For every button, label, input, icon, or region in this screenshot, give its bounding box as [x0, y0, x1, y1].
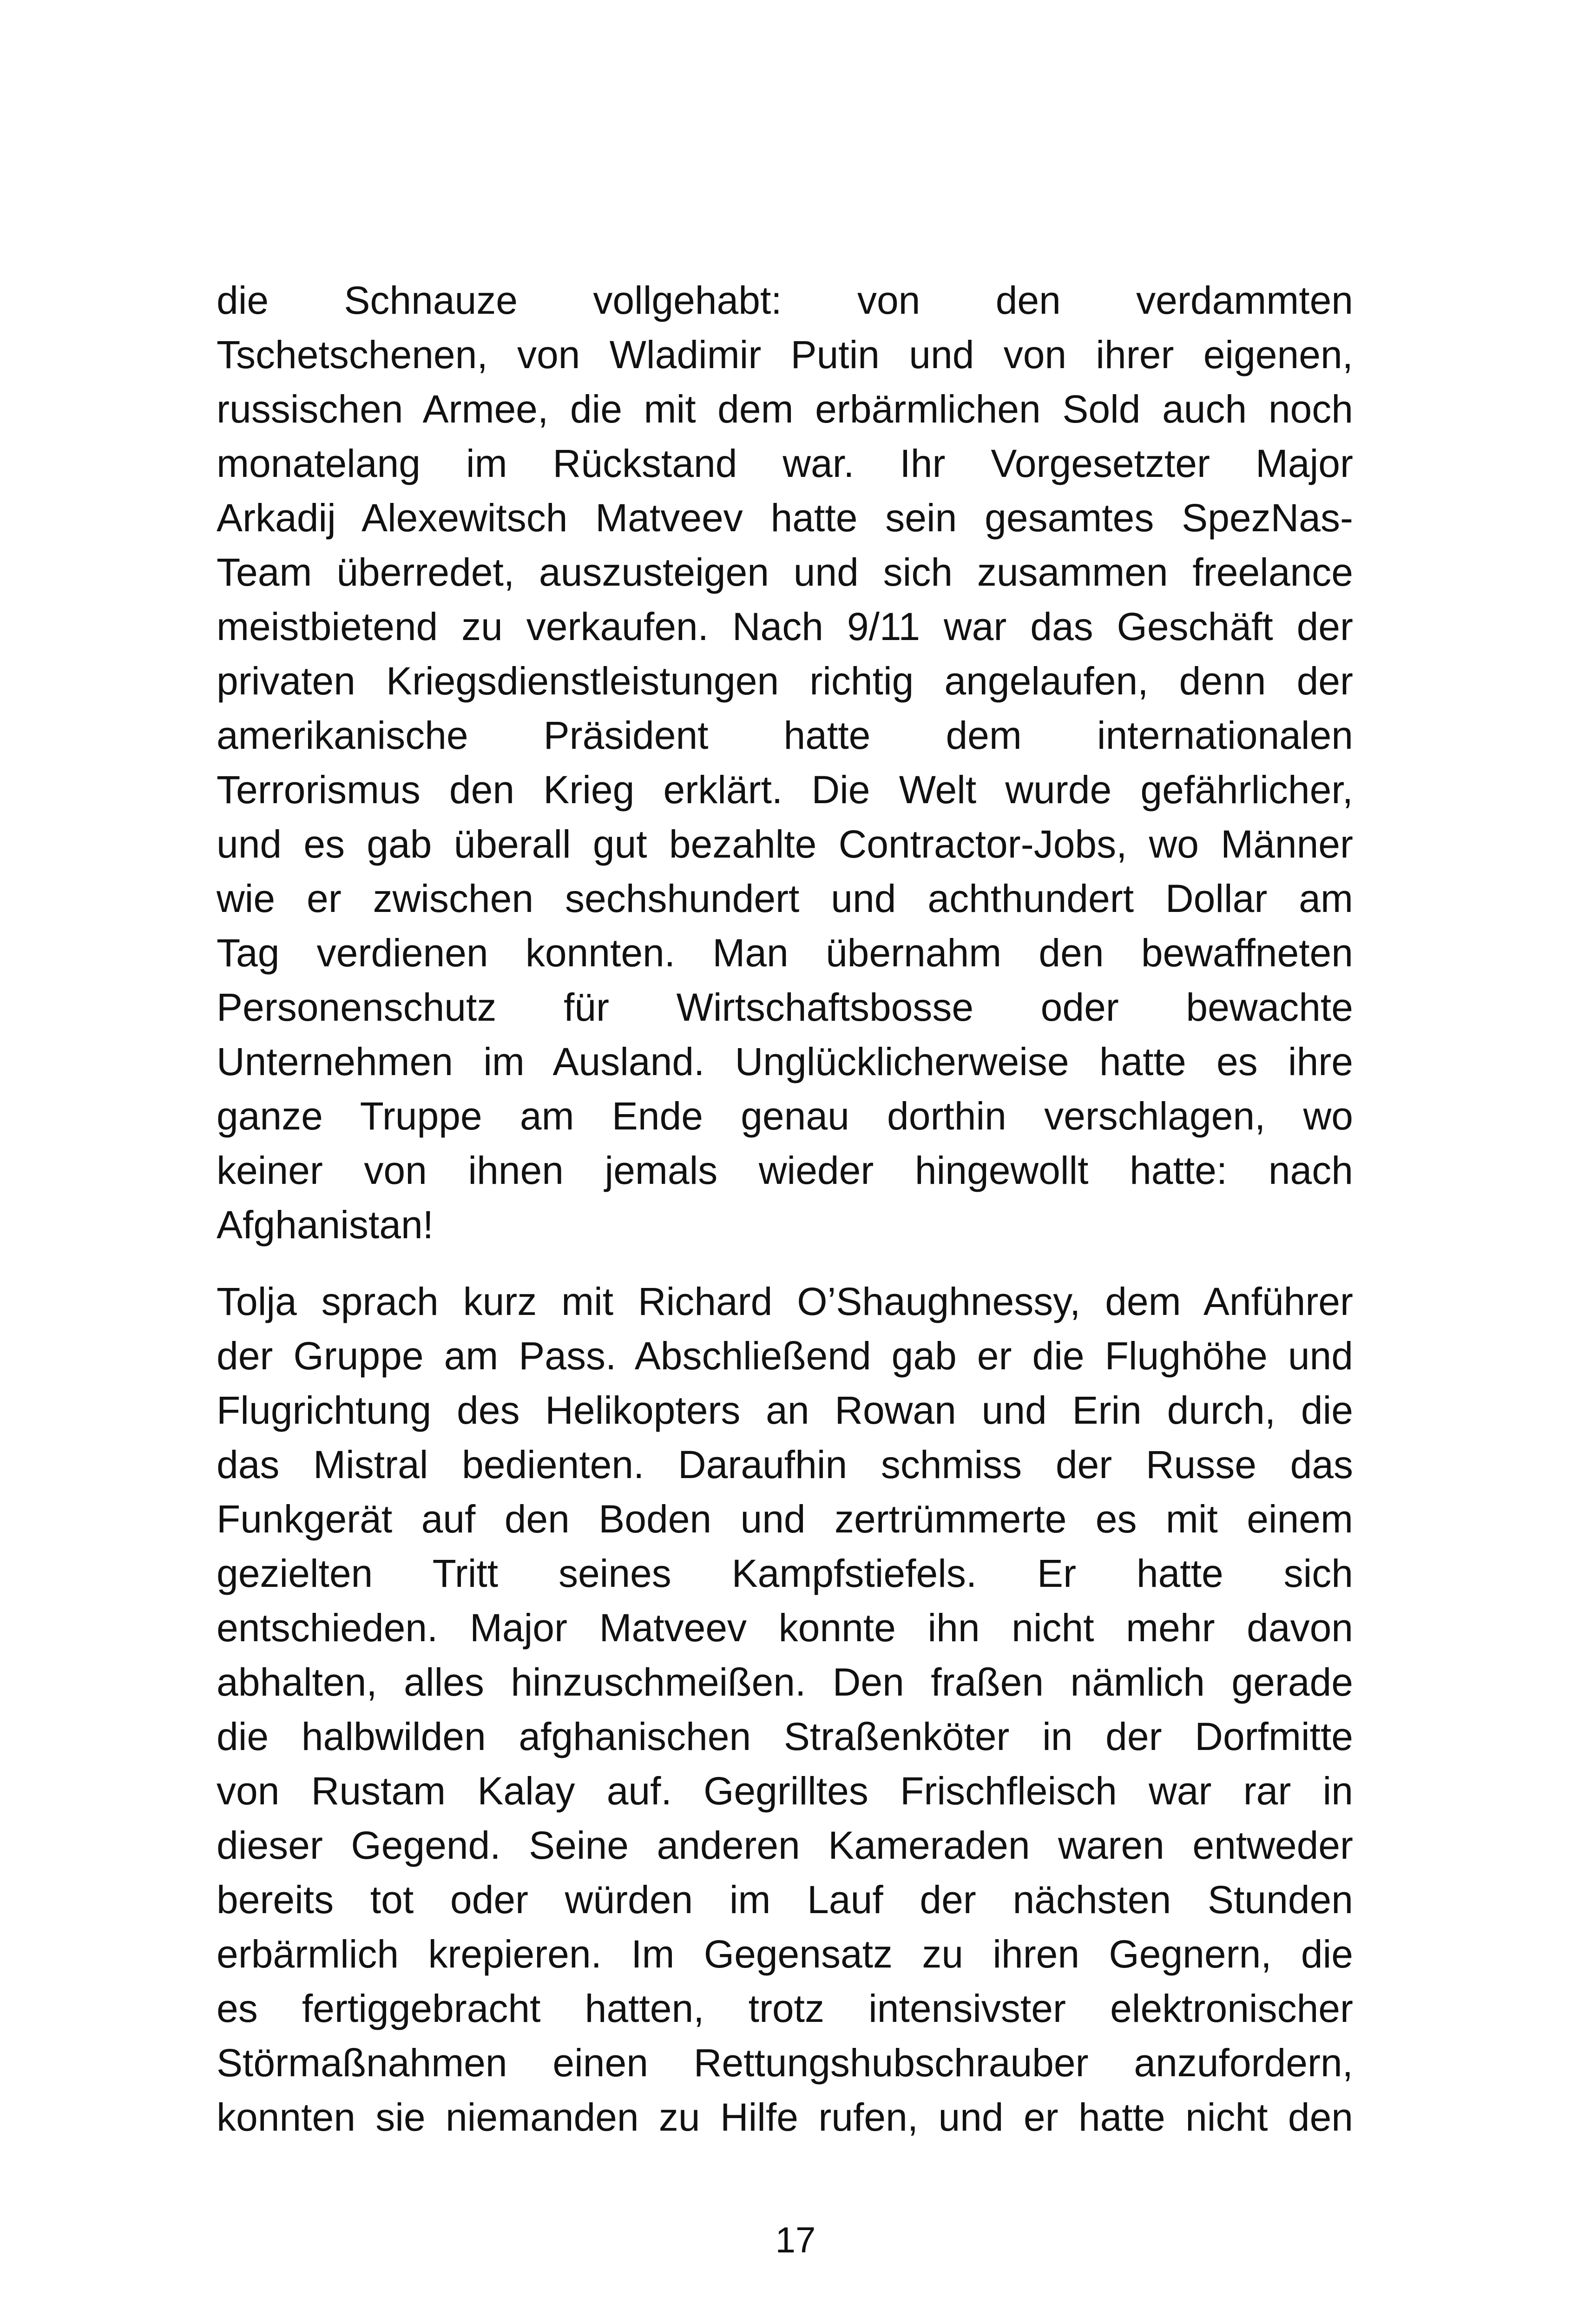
text-line: Funkgerät auf den Boden und zertrümmerte es mit einem — [217, 1497, 1353, 1541]
text-line: abhalten, alles hinzuschmeißen. Den fraßen nämlich gerade — [217, 1660, 1353, 1704]
page-number: 17 — [775, 2219, 816, 2260]
text-line: der Gruppe am Pass. Abschließend gab er die Flughöhe und — [217, 1334, 1353, 1378]
text-line: Flugrichtung des Helikopters an Rowan und Erin durch, die — [217, 1388, 1353, 1432]
text-line: bereits tot oder würden im Lauf der nächsten Stunden — [217, 1878, 1353, 1921]
text-line: Personenschutz für Wirtschaftsbosse oder bewachte — [217, 985, 1353, 1029]
text-line: keiner von ihnen jemals wieder hingewollt hatte: nach — [217, 1149, 1353, 1192]
text-line: entschieden. Major Matveev konnte ihn nicht mehr davon — [217, 1606, 1353, 1650]
text-line: russischen Armee, die mit dem erbärmlichen Sold auch noch — [217, 387, 1353, 431]
text-line: meistbietend zu verkaufen. Nach 9/11 war das Geschäft der — [217, 605, 1353, 648]
text-line: Tag verdienen konnten. Man übernahm den bewaffneten — [217, 931, 1353, 975]
paragraph-1 — [217, 273, 1353, 1252]
text-line: das Mistral bedienten. Daraufhin schmiss der Russe das — [217, 1443, 1353, 1486]
paragraph-spacer — [217, 1252, 1353, 1274]
text-line: konnten sie niemanden zu Hilfe rufen, und er hatte nicht den — [217, 2095, 1353, 2139]
paragraph-2 — [217, 1274, 1353, 2145]
text-line: Team überredet, auszusteigen und sich zusammen freelance — [217, 550, 1353, 594]
text-line: privaten Kriegsdienstleistungen richtig angelaufen, denn der — [217, 659, 1353, 703]
text-line: Terrorismus den Krieg erklärt. Die Welt wurde gefährlicher, — [217, 768, 1353, 812]
text-line: Tschetschenen, von Wladimir Putin und von ihrer eigenen, — [217, 333, 1353, 376]
text-line: Arkadij Alexewitsch Matveev hatte sein gesamtes SpezNas- — [217, 496, 1353, 540]
text-line: die halbwilden afghanischen Straßenköter in der Dorfmitte — [217, 1715, 1353, 1758]
body-text — [217, 273, 1353, 2145]
text-line: Unternehmen im Ausland. Unglücklicherweise hatte es ihre — [217, 1040, 1353, 1083]
text-line: die Schnauze vollgehabt: von den verdammten — [217, 278, 1353, 322]
text-line: Störmaßnahmen einen Rettungshubschrauber anzufordern, — [217, 2041, 1353, 2085]
text-line: monatelang im Rückstand war. Ihr Vorgesetzter Major — [217, 442, 1353, 485]
text-line: amerikanische Präsident hatte dem internationalen — [217, 713, 1353, 757]
text-line: dieser Gegend. Seine anderen Kameraden waren entweder — [217, 1823, 1353, 1867]
text-line: wie er zwischen sechshundert und achthundert Dollar am — [217, 877, 1353, 920]
text-line: Tolja sprach kurz mit Richard O’Shaughnessy, dem Anführer — [217, 1280, 1353, 1323]
text-line: erbärmlich krepieren. Im Gegensatz zu ihren Gegnern, die — [217, 1932, 1353, 1976]
text-line: von Rustam Kalay auf. Gegrilltes Frischfleisch war rar in — [217, 1769, 1353, 1813]
text-line: und es gab überall gut bezahlte Contractor-Jobs, wo Männer — [217, 822, 1353, 866]
text-line: es fertiggebracht hatten, trotz intensivster elektronischer — [217, 1987, 1353, 2030]
text-line: Afghanistan! — [217, 1203, 434, 1247]
text-line: ganze Truppe am Ende genau dorthin verschlagen, wo — [217, 1094, 1353, 1138]
text-line: gezielten Tritt seines Kampfstiefels. Er hatte sich — [217, 1552, 1353, 1595]
